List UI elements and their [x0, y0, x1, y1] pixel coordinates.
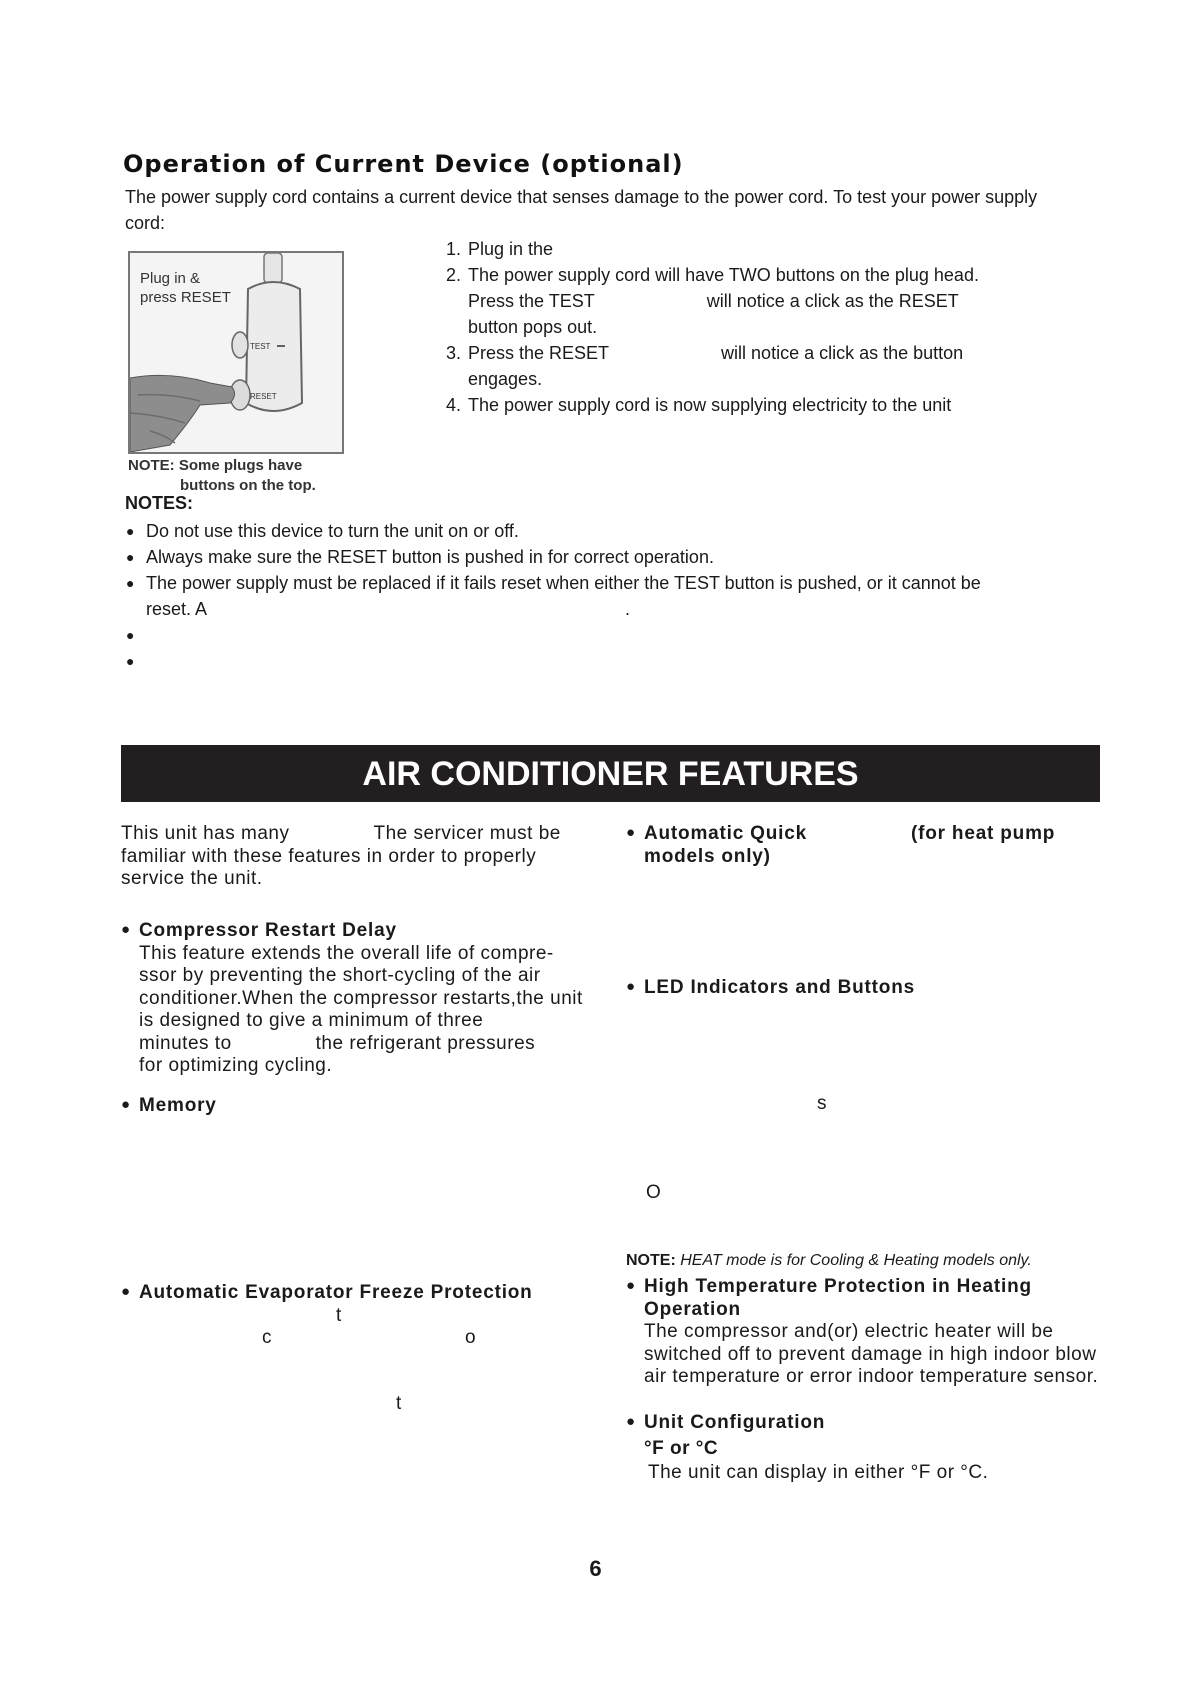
list-item: ●	[126, 627, 135, 643]
list-item: ● Always make sure the RESET button is pushed in for correct operation.	[126, 547, 714, 567]
features-banner: AIR CONDITIONER FEATURES	[121, 745, 1100, 802]
text-fragment: t	[396, 1393, 402, 1414]
text-fragment: t	[336, 1305, 342, 1326]
list-item: ●	[126, 653, 135, 669]
feature-heading: ● Unit Configuration	[626, 1412, 826, 1433]
intro-paragraph: The power supply cord contains a current device that senses damage to the power cord. To test your power supply cord:	[125, 187, 1038, 233]
step-line: button pops out.	[468, 317, 598, 337]
feature-heading: ● Memory	[121, 1095, 217, 1116]
figure-note: NOTE: Some plugs have buttons on the top.	[128, 457, 316, 494]
step-line: 3. Press the RESET will notice a click as the button	[446, 343, 964, 363]
feature-heading: ● Compressor Restart Delay	[121, 920, 397, 941]
high-temp-feature: ● High Temperature Protection in Heating Operation The compressor and(or) electric heater will be switched off to prevent damage in high indoor blow air temperature or error indoor temperature sensor.	[626, 1276, 1121, 1389]
plug-illustration	[128, 251, 344, 454]
test-steps	[446, 236, 1046, 418]
step-line: engages.	[468, 369, 543, 389]
step-line: Press the TEST will notice a click as the RESET	[468, 291, 959, 311]
feature-heading: ● LED Indicators and Buttons	[626, 977, 915, 998]
memory-feature	[121, 1095, 591, 1118]
unit-config-feature: ● Unit Configuration °F or °C The unit can display in either °F or °C.	[626, 1412, 1121, 1485]
quick-feature: ● Automatic Quick (for heat pump models only)	[626, 823, 1096, 868]
feature-heading: ● Automatic Evaporator Freeze Protection	[121, 1282, 533, 1303]
text-fragment: O	[646, 1182, 662, 1203]
list-item: reset. A .	[146, 599, 631, 619]
notes-list	[122, 518, 1062, 674]
heat-mode-note: NOTE: HEAT mode is for Cooling & Heating models only.	[626, 1252, 1032, 1269]
step-line: 4. The power supply cord is now supplying electricity to the unit	[446, 395, 952, 415]
feature-heading: ● High Temperature Protection in Heating Operation	[626, 1276, 1032, 1320]
reset-button-label: RESET	[250, 392, 277, 401]
test-button-label: TEST	[250, 342, 271, 351]
plug-drawing	[130, 253, 342, 452]
led-feature	[626, 977, 1096, 1000]
compressor-restart-feature: ● Compressor Restart Delay This feature extends the overall life of compre-ssor by preventing the short-cycling of the air conditioner.When the compressor restarts,the unit is designed to give a minimum of three minutes to the refrigerant pressures for optimizing cycling.	[121, 920, 591, 1078]
page-number: 6	[589, 1556, 602, 1581]
step-line: 2. The power supply cord will have TWO buttons on the plug head.	[446, 265, 979, 285]
list-item: ● The power supply must be replaced if it fails reset when either the TEST button is pushed, or it cannot be	[126, 573, 981, 593]
features-intro: This unit has many The servicer must be familiar with these features in order to properly service the unit.	[121, 823, 561, 889]
figure-label: Plug in & press RESET	[140, 270, 231, 306]
step-line: 1. Plug in the	[446, 239, 554, 259]
freeze-protection-feature	[121, 1282, 601, 1305]
feature-heading: ● Automatic Quick (for heat pump	[626, 823, 1056, 844]
section-title: Operation of Current Device (optional)	[123, 150, 684, 178]
notes-heading: NOTES:	[125, 493, 194, 513]
text-fragment: o	[465, 1327, 477, 1348]
text-fragment: s	[817, 1093, 827, 1114]
text-fragment: c	[262, 1327, 272, 1348]
list-item: ● Do not use this device to turn the unit on or off.	[126, 521, 519, 541]
